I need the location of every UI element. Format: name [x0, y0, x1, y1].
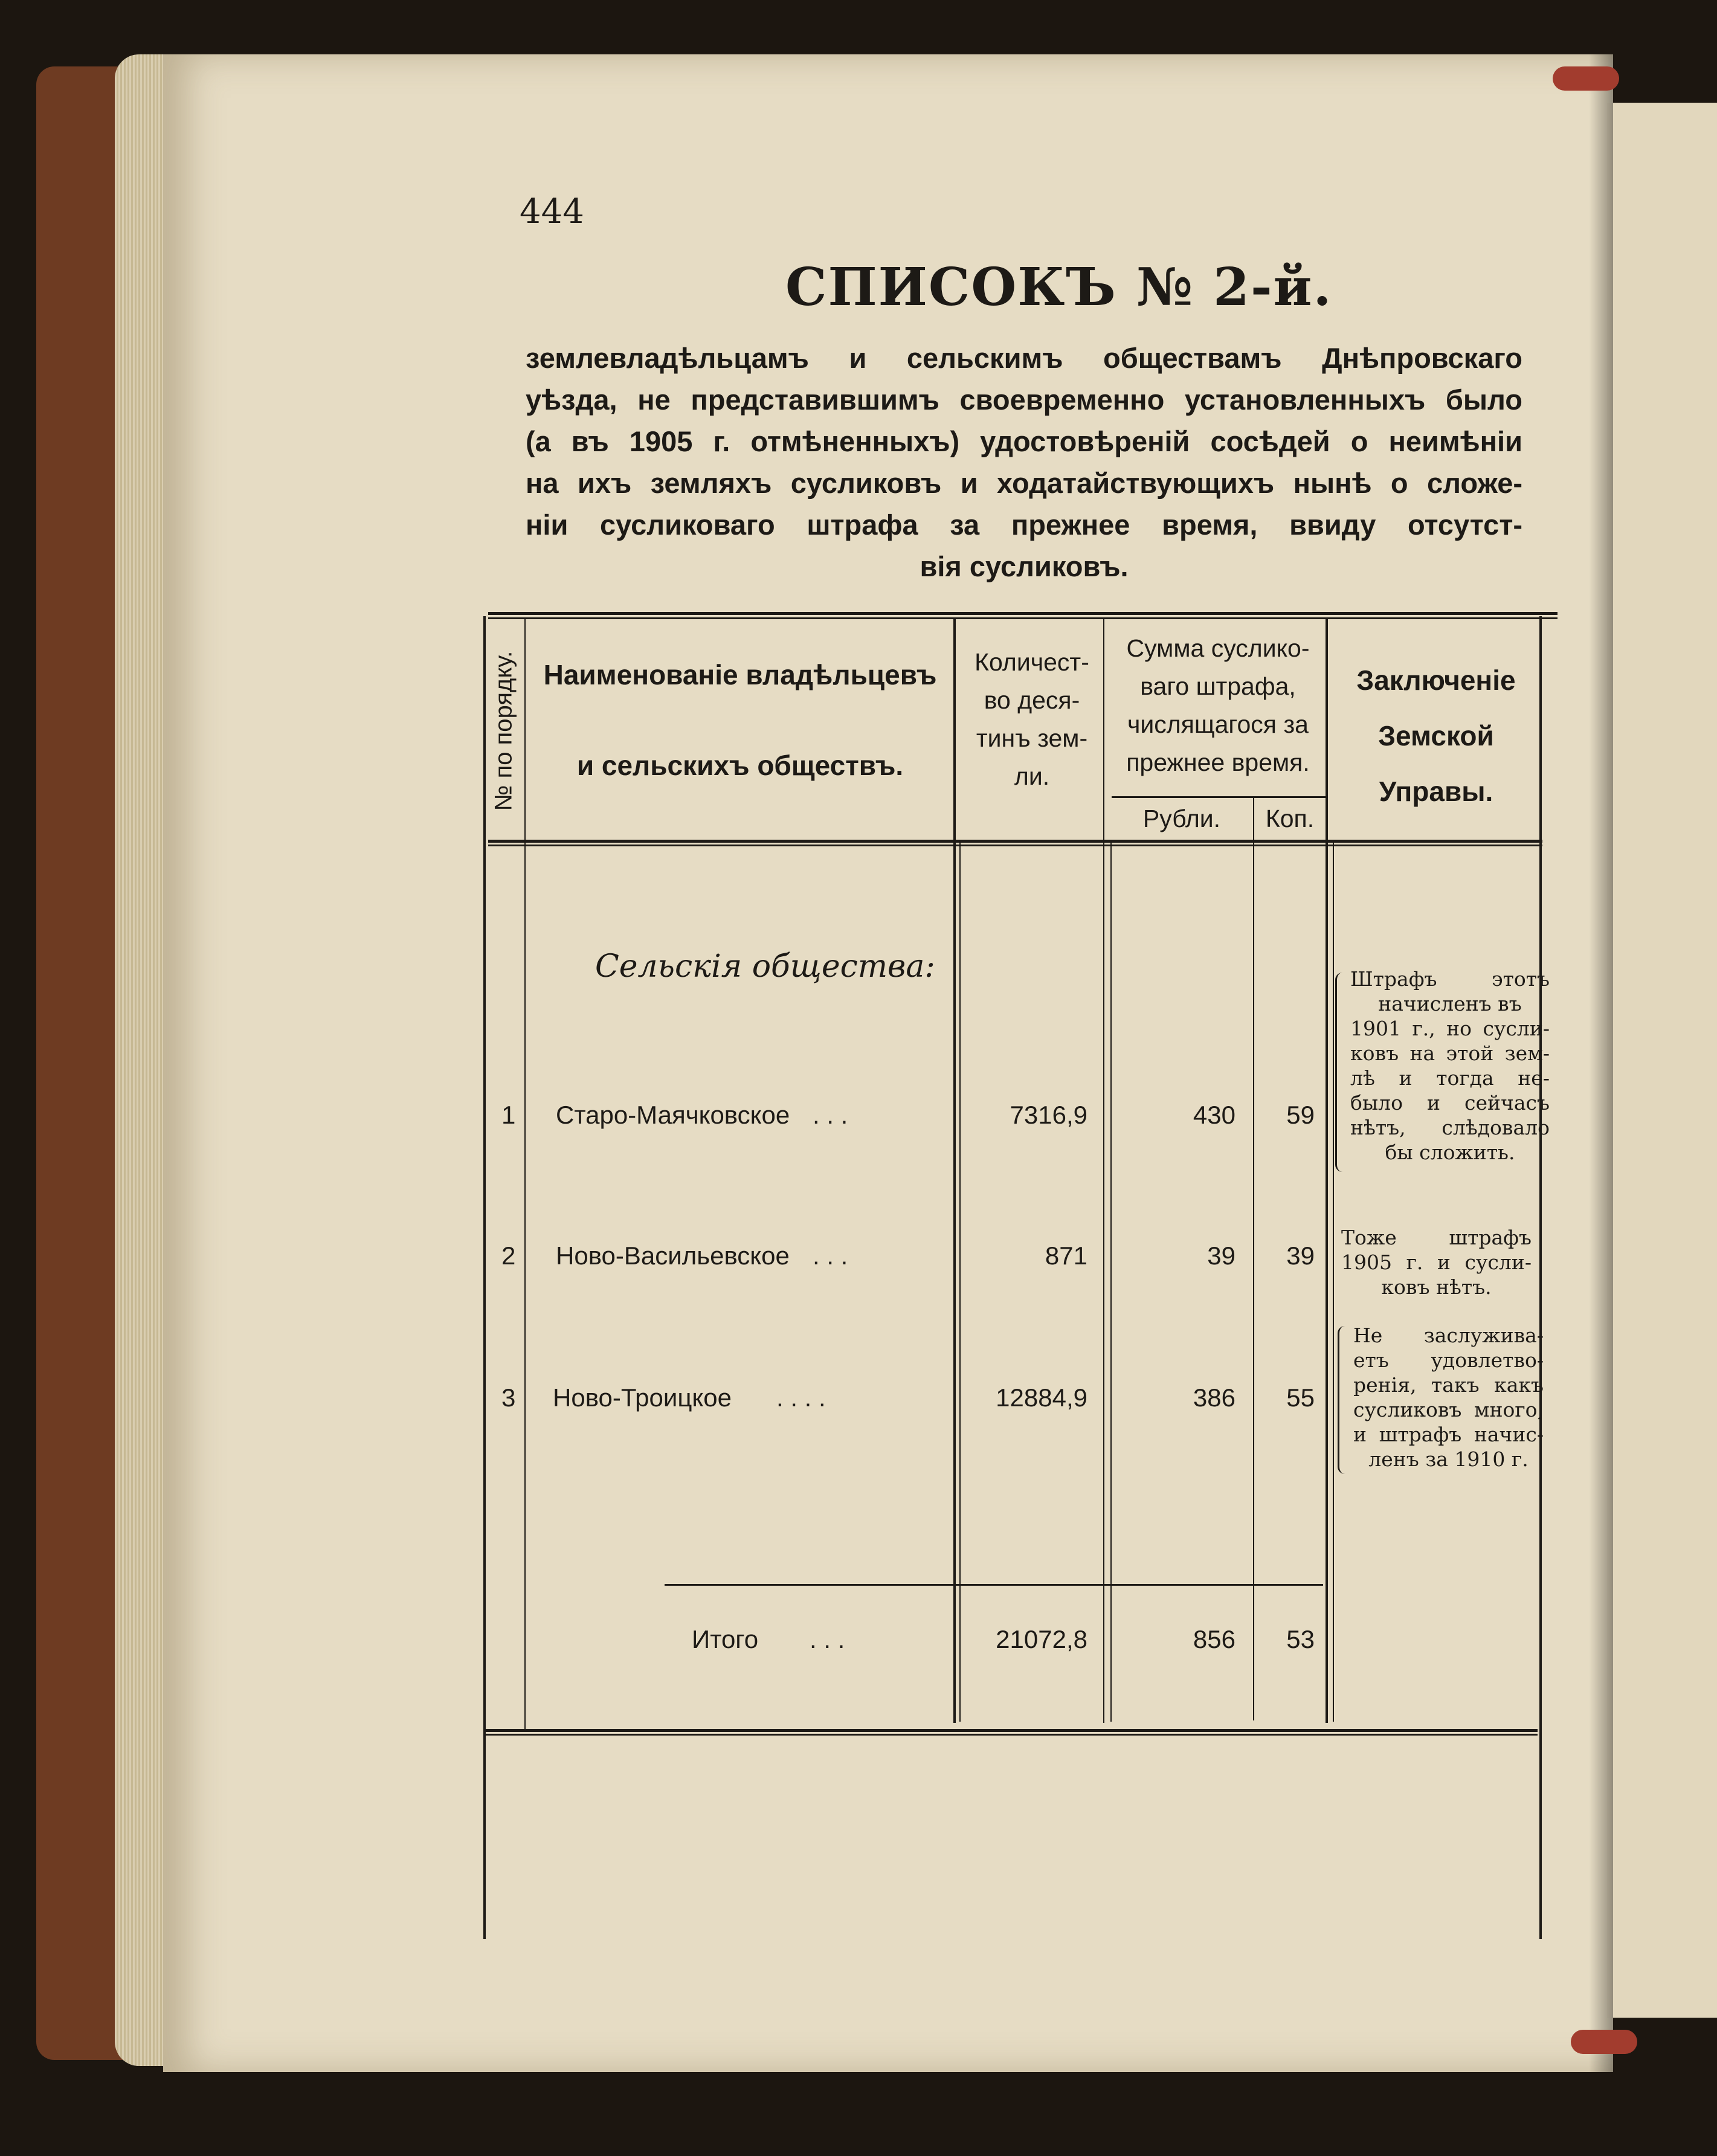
total-rule	[665, 1584, 1323, 1586]
total-kopecks: 53	[1286, 1625, 1315, 1653]
description-line: землевладѣльцамъ и сельскимъ обществамъ Днѣпровскаго	[526, 342, 1522, 374]
table-bottom-rule	[483, 1734, 1538, 1736]
column-header-sum	[1110, 629, 1326, 782]
header-bottom-rule	[488, 845, 1542, 846]
note-line: 1905 г. и сусли-	[1341, 1250, 1532, 1274]
note-line: ренія, такъ какъ	[1353, 1373, 1544, 1397]
total-label: Итого	[692, 1625, 759, 1653]
row-rubles: 39	[1207, 1241, 1235, 1270]
column-rule	[1333, 840, 1334, 1722]
row-rubles: 386	[1193, 1383, 1235, 1412]
column-header-area	[961, 643, 1103, 796]
header-line: во деся-	[984, 686, 1080, 714]
note-line: начисленъ въ	[1378, 992, 1522, 1015]
row-number: 3	[501, 1383, 516, 1412]
column-header-conclusion	[1333, 652, 1539, 819]
header-line: Управы.	[1379, 776, 1493, 807]
total-dots: . . .	[810, 1625, 845, 1653]
table-right-border	[1539, 616, 1542, 1939]
note-line: нѣтъ, слѣдовало	[1350, 1116, 1550, 1139]
note-line: етъ удовлетво-	[1353, 1348, 1544, 1372]
column-header-number	[483, 625, 524, 837]
note-line: ковъ на этой зем-	[1350, 1041, 1550, 1065]
row-name: Старо-Маячковское	[556, 1101, 790, 1129]
header-line: ли.	[1014, 762, 1050, 790]
note-line: сусликовъ много,	[1353, 1398, 1544, 1421]
row-number: 2	[501, 1241, 516, 1270]
column-rule	[524, 617, 526, 1729]
column-header-rubles: Рубли.	[1142, 805, 1221, 832]
conclusion-note	[1350, 967, 1550, 1165]
row-area: 7316,9	[1010, 1101, 1087, 1129]
total-rubles: 856	[1193, 1625, 1235, 1653]
column-header-kopecks: Коп.	[1265, 805, 1315, 832]
description-line: вія сусликовъ.	[920, 550, 1129, 582]
header-line: Заключеніе	[1356, 664, 1516, 696]
note-line: ковъ нѣтъ.	[1381, 1275, 1492, 1299]
ribbon-bottom	[1571, 2030, 1637, 2054]
table-top-rule	[488, 612, 1558, 615]
header-bottom-rule	[488, 840, 1542, 843]
conclusion-note	[1353, 1323, 1544, 1472]
description-line: уѣзда, не представившимъ своевременно установленныхъ было	[526, 384, 1522, 416]
note-line: Тоже штрафъ	[1341, 1226, 1532, 1249]
note-line: бы сложить.	[1385, 1141, 1515, 1164]
note-line: и штрафъ начис-	[1353, 1423, 1544, 1446]
facing-page	[1607, 103, 1717, 2018]
description-line: (а въ 1905 г. отмѣненныхъ) удостовѣреній сосѣдей о неимѣніи	[526, 425, 1522, 457]
header-line: прежнее время.	[1126, 748, 1310, 776]
note-line: 1901 г., но сусли-	[1350, 1017, 1550, 1040]
total-area: 21072,8	[996, 1625, 1087, 1653]
header-line: числящагося за	[1127, 710, 1309, 738]
page-title: СПИСОКЪ № 2-й.	[785, 257, 1333, 318]
note-brace	[1335, 973, 1344, 1172]
column-header-name-line1: Наименованіе владѣльцевъ	[543, 659, 937, 690]
header-line: Земской	[1378, 720, 1494, 751]
table-top-rule	[488, 617, 1558, 619]
note-line: лѣ и тогда не-	[1350, 1066, 1550, 1090]
row-kopecks: 39	[1286, 1241, 1315, 1270]
header-line: ваго штрафа,	[1140, 672, 1296, 700]
sum-subheader-rule	[1112, 796, 1326, 798]
row-kopecks: 59	[1286, 1101, 1315, 1129]
note-line: Не заслуживa-	[1353, 1324, 1544, 1347]
description-line: на ихъ земляхъ сусликовъ и ходатайствующихъ нынѣ о сложе-	[526, 467, 1522, 499]
column-header-name-line2: и сельскихъ обществъ.	[576, 750, 904, 781]
note-line: ленъ за 1910 г.	[1368, 1447, 1529, 1471]
column-rule	[953, 617, 956, 1723]
row-area: 871	[1045, 1241, 1087, 1270]
conclusion-note	[1341, 1225, 1532, 1299]
header-line: Сумма суслико-	[1126, 634, 1310, 662]
note-line: было и сейчасъ	[1350, 1091, 1550, 1115]
table-bottom-rule	[483, 1729, 1538, 1732]
note-brace	[1338, 1326, 1347, 1474]
column-header-number-label: № по порядку.	[490, 651, 517, 811]
row-area: 12884,9	[996, 1383, 1087, 1412]
row-dots: . . .	[813, 1241, 848, 1270]
column-rule	[1110, 840, 1112, 1722]
row-rubles: 430	[1193, 1101, 1235, 1129]
column-rule	[1326, 617, 1328, 1723]
section-heading: Сельскія общества:	[595, 948, 935, 985]
description-line: ніи сусликоваго штрафа за прежнее время, ввиду отсутст-	[526, 509, 1522, 541]
header-line: Количест-	[974, 648, 1089, 676]
row-number: 1	[501, 1101, 516, 1129]
header-line: тинъ зем-	[976, 724, 1088, 752]
row-kopecks: 55	[1286, 1383, 1315, 1412]
row-dots: . . .	[813, 1101, 848, 1129]
ribbon-top	[1553, 66, 1619, 91]
row-name: Ново-Васильевское	[556, 1241, 790, 1270]
column-rule	[1103, 617, 1104, 1723]
page-number: 444	[520, 192, 584, 231]
column-rule	[959, 840, 961, 1722]
row-dots: . . . .	[776, 1383, 826, 1412]
note-line: Штрафъ этотъ	[1350, 967, 1550, 991]
spine-shadow	[1589, 54, 1613, 2072]
row-name: Ново-Троицкое	[553, 1383, 732, 1412]
